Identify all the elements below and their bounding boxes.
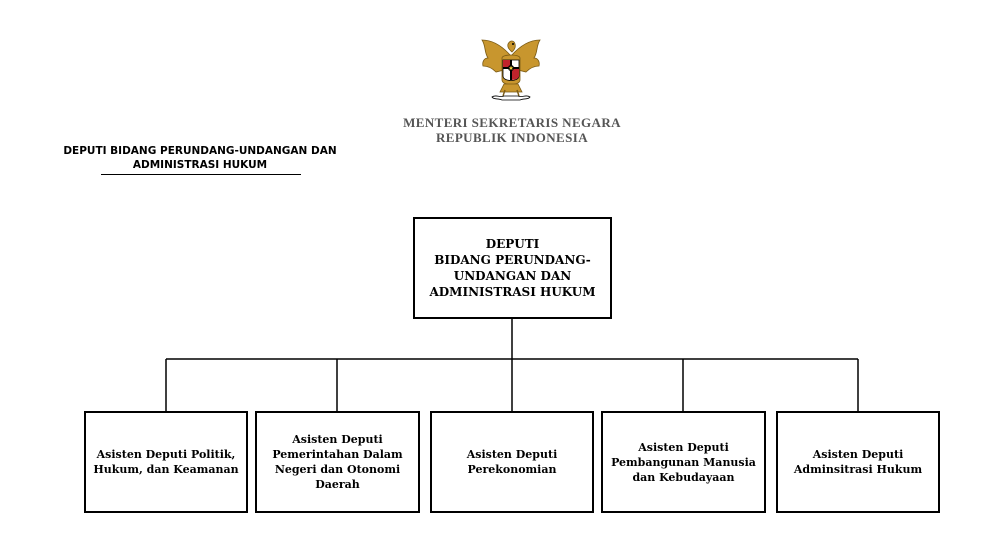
node-line: Hukum, dan Keamanan — [93, 463, 239, 476]
node-line: Daerah — [315, 478, 360, 491]
org-node-asdep-politik-hukum-keamanan — [84, 411, 248, 513]
org-node-deputi-text — [429, 236, 595, 300]
org-node-text — [467, 447, 558, 477]
node-line: Perekonomian — [467, 463, 557, 476]
node-line: Negeri dan Otonomi — [274, 463, 401, 476]
node-line: Asisten Deputi — [466, 448, 558, 461]
node-line: BIDANG PERUNDANG- — [434, 253, 591, 267]
unit-title-line-2: ADMINISTRASI HUKUM — [132, 159, 268, 171]
node-line: Pembangunan Manusia — [611, 455, 756, 469]
node-line: ADMINISTRASI HUKUM — [429, 285, 596, 299]
node-line: UNDANGAN DAN — [453, 269, 572, 283]
org-node-deputi — [413, 217, 612, 319]
node-line: DEPUTI — [485, 237, 540, 251]
node-line: Asisten Deputi Politik, — [96, 448, 236, 461]
org-node-asdep-pemerintahan-dalam-negeri — [255, 411, 420, 513]
node-line: Asisten Deputi — [812, 448, 904, 461]
node-line: Pemerintahan Dalam — [272, 448, 403, 461]
ministry-line-2: REPUBLIK INDONESIA — [435, 130, 589, 145]
node-line: Adminsitrasi Hukum — [793, 463, 923, 476]
org-node-text — [272, 432, 402, 492]
node-line: Asisten Deputi — [638, 440, 729, 454]
org-node-text — [611, 440, 756, 485]
org-node-asdep-administrasi-hukum — [776, 411, 940, 513]
org-node-text — [794, 447, 922, 477]
node-line: dan Kebudayaan — [632, 470, 735, 484]
org-node-asdep-pembangunan-manusia — [601, 411, 766, 513]
ministry-line-1: MENTERI SEKRETARIS NEGARA — [403, 115, 621, 130]
org-node-text — [93, 447, 238, 477]
org-node-asdep-perekonomian — [430, 411, 594, 513]
node-line: Asisten Deputi — [292, 433, 383, 446]
unit-title-line-1: DEPUTI BIDANG PERUNDANG-UNDANGAN DAN — [63, 145, 337, 157]
